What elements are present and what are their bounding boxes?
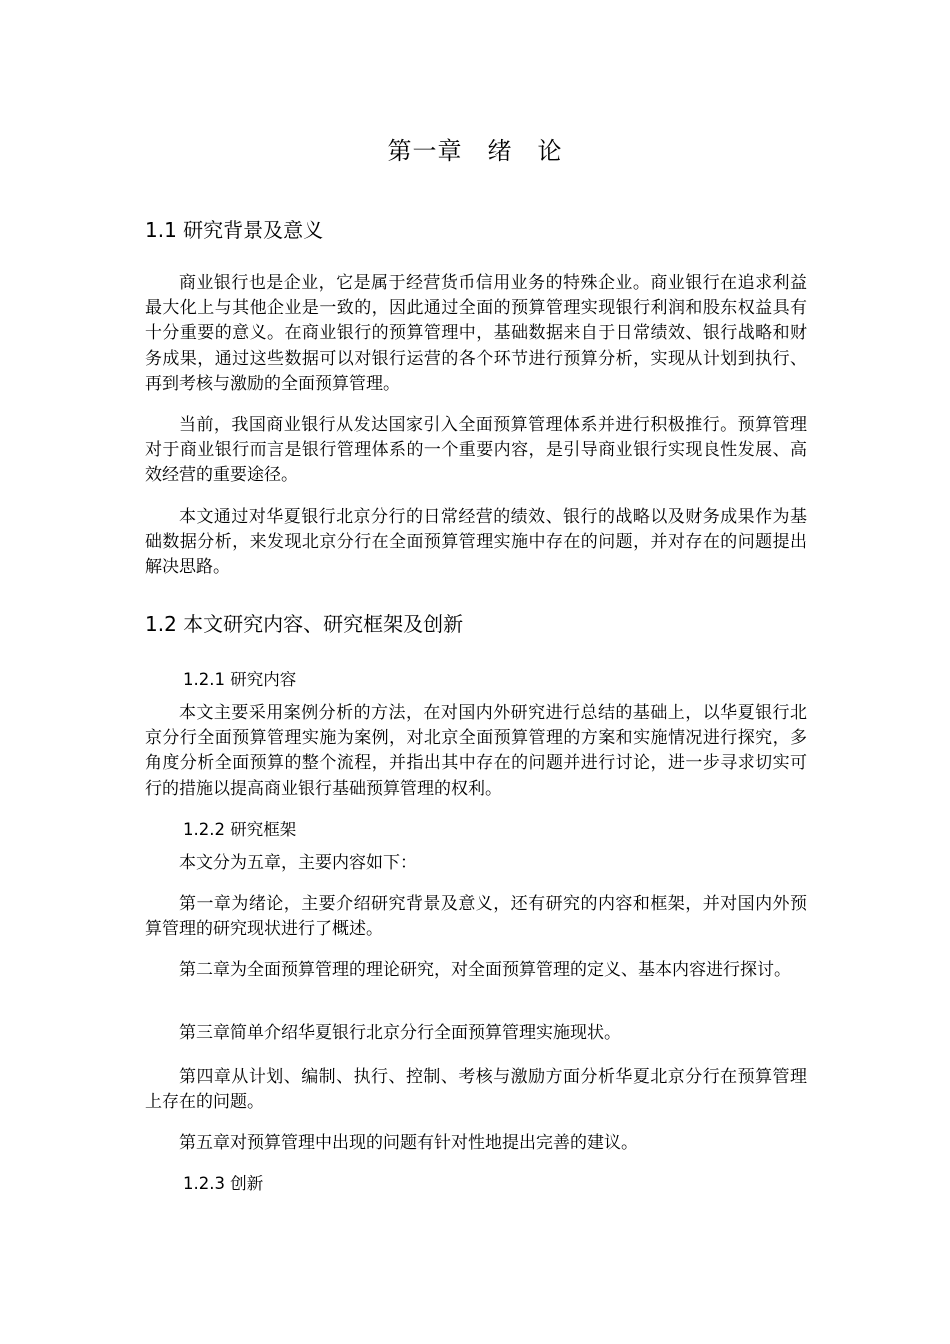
paragraph: 第一章为绪论，主要介绍研究背景及意义，还有研究的内容和框架，并对国内外预算管理的研究现状进行了概述。 (145, 894, 807, 940)
subsection-heading-1-2-2: 1.2.2 研究框架 (183, 820, 297, 839)
subsection-heading-1-2-3: 1.2.3 创新 (183, 1174, 264, 1193)
subsection-heading-1-2-1: 1.2.1 研究内容 (183, 670, 297, 689)
paragraph: 本文分为五章，主要内容如下： (179, 853, 417, 873)
section-heading-1-2: 1.2 本文研究内容、研究框架及创新 (145, 612, 464, 636)
paragraph: 第五章对预算管理中出现的问题有针对性地提出完善的建议。 (179, 1133, 638, 1153)
section-heading-1-1: 1.1 研究背景及意义 (145, 218, 324, 242)
paragraph: 第四章从计划、编制、执行、控制、考核与激励方面分析华夏北京分行在预算管理上存在的问题。 (145, 1067, 807, 1113)
paragraph: 第二章为全面预算管理的理论研究，对全面预算管理的定义、基本内容进行探讨。 (179, 960, 791, 980)
paragraph: 商业银行也是企业，它是属于经营货币信用业务的特殊企业。商业银行在追求利益最大化上与其他企业是一致的，因此通过全面的预算管理实现银行利润和股东权益具有十分重要的意义。在商业银行的预算管理中，基础数据来自于日常绩效、银行战略和财务成果，通过这些数据可以对银行运营的各个环节进行预算分析，实现从计划到执行、再到考核与激励的全面预算管理。 (145, 273, 807, 394)
paragraph: 第三章简单介绍华夏银行北京分行全面预算管理实施现状。 (179, 1023, 621, 1043)
paragraph: 本文主要采用案例分析的方法，在对国内外研究进行总结的基础上，以华夏银行北京分行全面预算管理实施为案例，对北京全面预算管理的方案和实施情况进行探究，多角度分析全面预算的整个流程，并指出其中存在的问题并进行讨论，进一步寻求切实可行的措施以提高商业银行基础预算管理的权利。 (145, 703, 807, 799)
chapter-title: 第一章 绪 论 (387, 137, 563, 165)
paragraph: 本文通过对华夏银行北京分行的日常经营的绩效、银行的战略以及财务成果作为基础数据分析，来发现北京分行在全面预算管理实施中存在的问题，并对存在的问题提出解决思路。 (145, 507, 807, 578)
paragraph: 当前，我国商业银行从发达国家引入全面预算管理体系并进行积极推行。预算管理对于商业银行而言是银行管理体系的一个重要内容，是引导商业银行实现良性发展、高效经营的重要途径。 (145, 415, 807, 486)
